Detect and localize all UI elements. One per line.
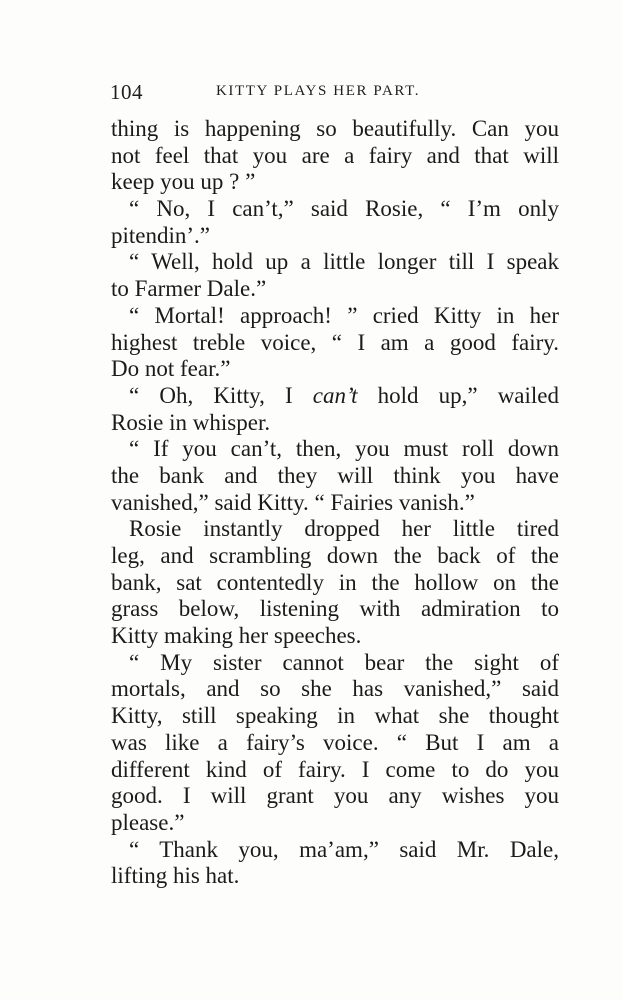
- text-line: lifting his hat.: [111, 863, 240, 889]
- emphasized-word: can’t: [312, 382, 358, 408]
- text-line: “ Mortal! approach! ” cried Kitty in her: [129, 302, 559, 328]
- text-line-segment: hold up,” wailed: [357, 382, 560, 408]
- text-line: “ No, I can’t,” said Rosie, “ I’m only: [129, 196, 559, 222]
- text-line: “ Well, hold up a little longer till I speak: [129, 249, 559, 275]
- text-line: mortals, and so she has vanished,” said: [111, 676, 559, 702]
- page-number: 104: [110, 80, 143, 104]
- text-line: please.”: [111, 809, 185, 835]
- text-line: “ My sister cannot bear the sight of: [129, 649, 559, 675]
- text-line: Rosie in whisper.: [111, 409, 271, 435]
- text-line-segment: “ Oh, Kitty, I: [129, 382, 313, 408]
- text-line: the bank and they will think you have: [111, 462, 559, 488]
- text-line: good. I will grant you any wishes you: [111, 783, 559, 809]
- body-text: [111, 116, 559, 890]
- text-line: pitendin’.”: [111, 222, 210, 248]
- text-line: leg, and scrambling down the back of the: [111, 543, 559, 568]
- text-line: [111, 383, 559, 410]
- text-line: “ If you can’t, then, you must roll down: [129, 436, 559, 462]
- text-line: “ Thank you, ma’am,” said Mr. Dale,: [129, 836, 559, 862]
- text-line: Kitty making her speeches.: [111, 623, 362, 649]
- text-line: thing is happening so beautifully. Can you: [111, 116, 559, 141]
- text-line: not feel that you are a fairy and that will: [111, 142, 559, 168]
- text-line: was like a fairy’s voice. “ But I am a: [111, 729, 559, 755]
- text-line: to Farmer Dale.”: [111, 276, 267, 302]
- text-line: grass below, listening with admiration to: [111, 596, 559, 622]
- text-line: keep you up ? ”: [111, 169, 256, 195]
- text-line: highest treble voice, “ I am a good fairy.: [111, 329, 559, 355]
- text-line: Do not fear.”: [111, 356, 231, 382]
- running-title: KITTY PLAYS HER PART.: [216, 83, 421, 99]
- text-line: different kind of fairy. I come to do you: [111, 756, 559, 782]
- text-line: bank, sat contentedly in the hollow on the: [111, 569, 559, 595]
- text-line: Rosie instantly dropped her little tired: [129, 516, 559, 542]
- running-head: [110, 80, 560, 104]
- text-line: Kitty, still speaking in what she thought: [111, 703, 559, 729]
- text-line: vanished,” said Kitty. “ Fairies vanish.”: [111, 489, 475, 515]
